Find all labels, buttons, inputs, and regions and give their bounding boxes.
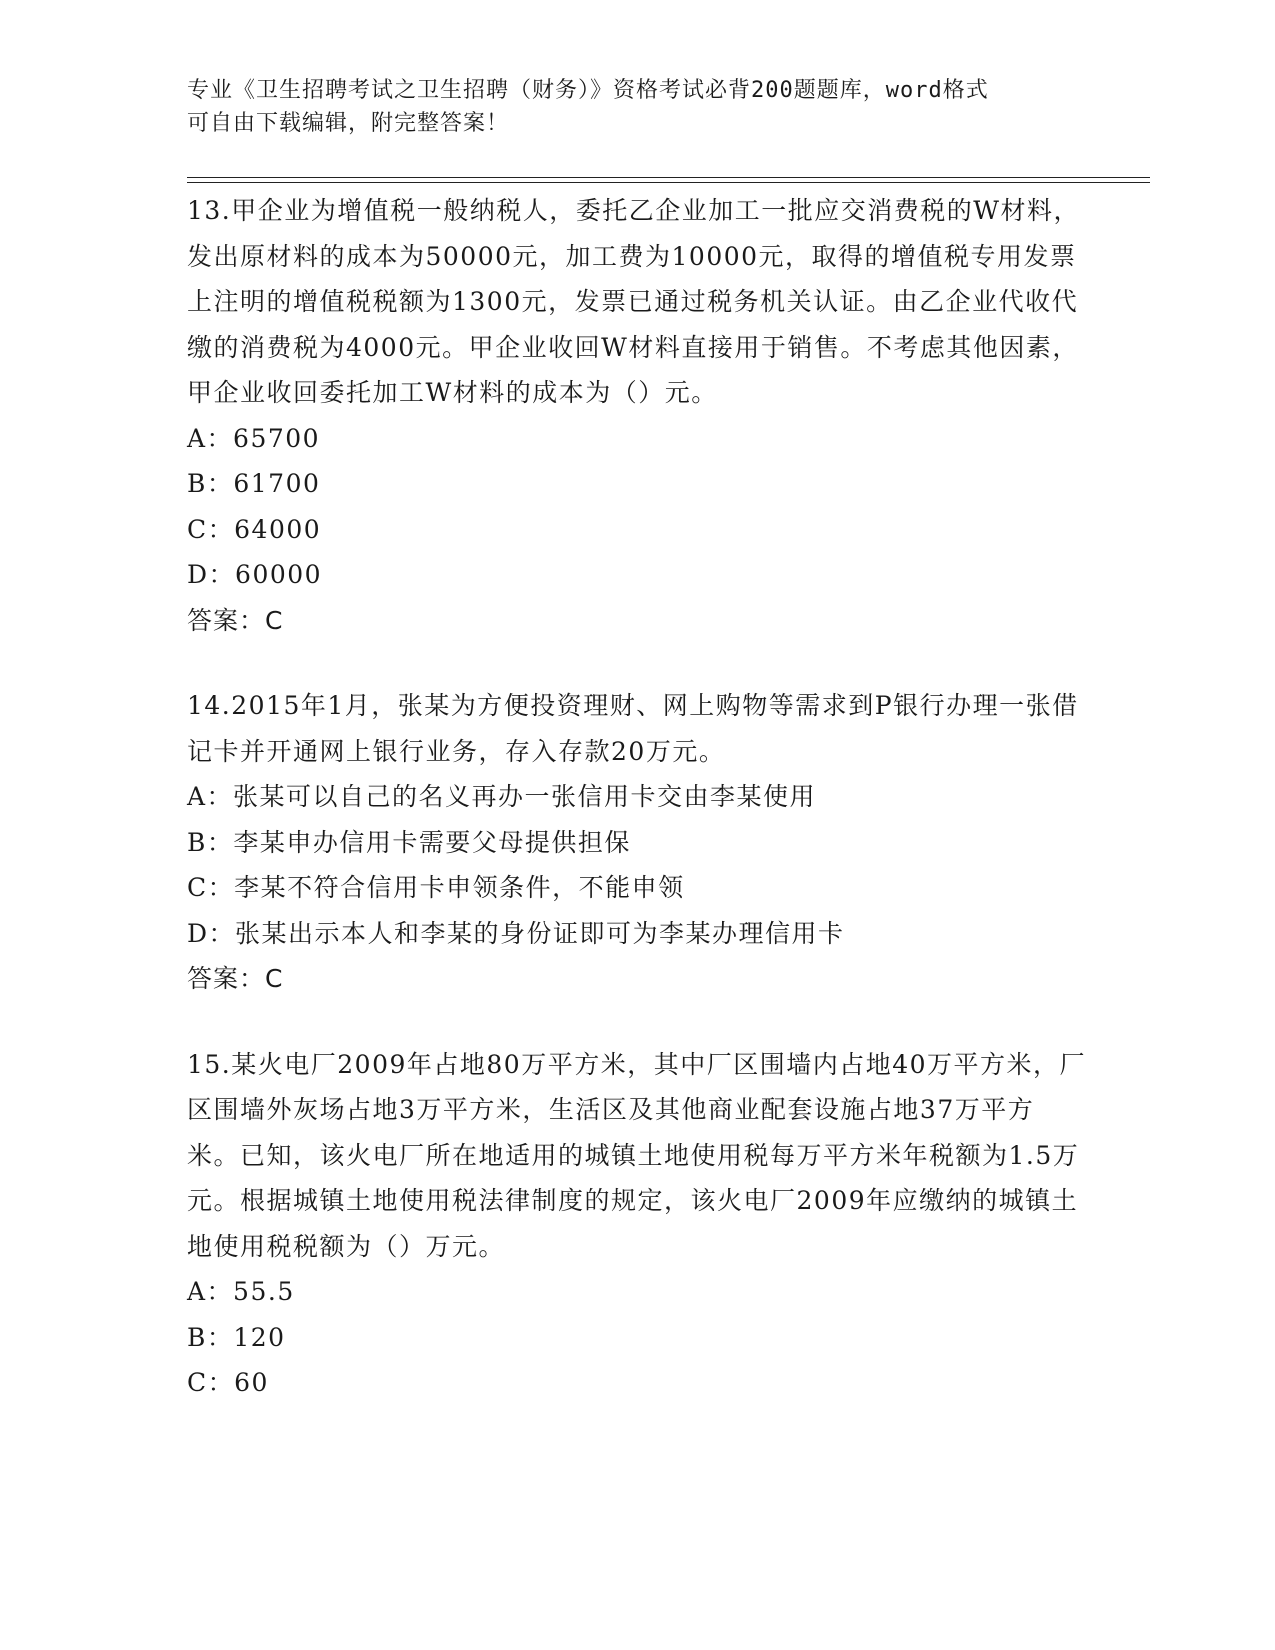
header-divider-bottom [187, 182, 1150, 183]
option-b: B：120 [187, 1322, 286, 1352]
option-a: A：55.5 [187, 1277, 295, 1306]
document-header [187, 74, 1067, 140]
option-c: C：60 [187, 1368, 269, 1397]
option-c: C：64000 [187, 514, 322, 544]
question-14 [187, 683, 1087, 1002]
header-line-2: 可自由下载编辑，附完整答案！ [187, 111, 510, 136]
answer-line: 答案：C [187, 605, 284, 635]
question-stem: 14.2015年1月，张某为方便投资理财、网上购物等需求到P银行办理一张借记卡并开通网上银行业务，存入存款20万元。 [187, 691, 1079, 766]
question-15 [187, 1042, 1087, 1406]
header-divider-top [187, 177, 1150, 178]
option-a: A：张某可以自己的名义再办一张信用卡交由李某使用 [187, 782, 817, 811]
option-c: C：李某不符合信用卡申领条件，不能申领 [187, 873, 685, 902]
question-stem: 15.某火电厂2009年占地80万平方米，其中厂区围墙内占地40万平方米，厂区围墙外灰场占地3万平方米，生活区及其他商业配套设施占地37万平方米。已知，该火电厂所在地适用的城镇土地使用税每万平方米年税额为1.5万元。根据城镇土地使用税法律制度的规定，该火电厂2009年应缴纳的城镇土地使用税税额为（）万元。 [187, 1049, 1087, 1261]
question-stem: 13.甲企业为增值税一般纳税人，委托乙企业加工一批应交消费税的W材料，发出原材料的成本为50000元，加工费为10000元，取得的增值税专用发票上注明的增值税税额为1300元，发票已通过税务机关认证。由乙企业代收代缴的消费税为4000元。甲企业收回W材料直接用于销售。不考虑其他因素，甲企业收回委托加工W材料的成本为（）元。 [187, 196, 1080, 407]
header-line-1: 专业《卫生招聘考试之卫生招聘（财务）》资格考试必背200题题库，word格式 [187, 78, 989, 103]
answer-line: 答案：C [187, 964, 284, 993]
option-d: D：张某出示本人和李某的身份证即可为李某办理信用卡 [187, 918, 845, 948]
option-b: B：61700 [187, 469, 321, 498]
option-b: B：李某申办信用卡需要父母提供担保 [187, 827, 631, 857]
question-13 [187, 188, 1087, 643]
option-d: D：60000 [187, 560, 323, 589]
question-list [187, 188, 1087, 1446]
option-a: A：65700 [187, 423, 321, 453]
